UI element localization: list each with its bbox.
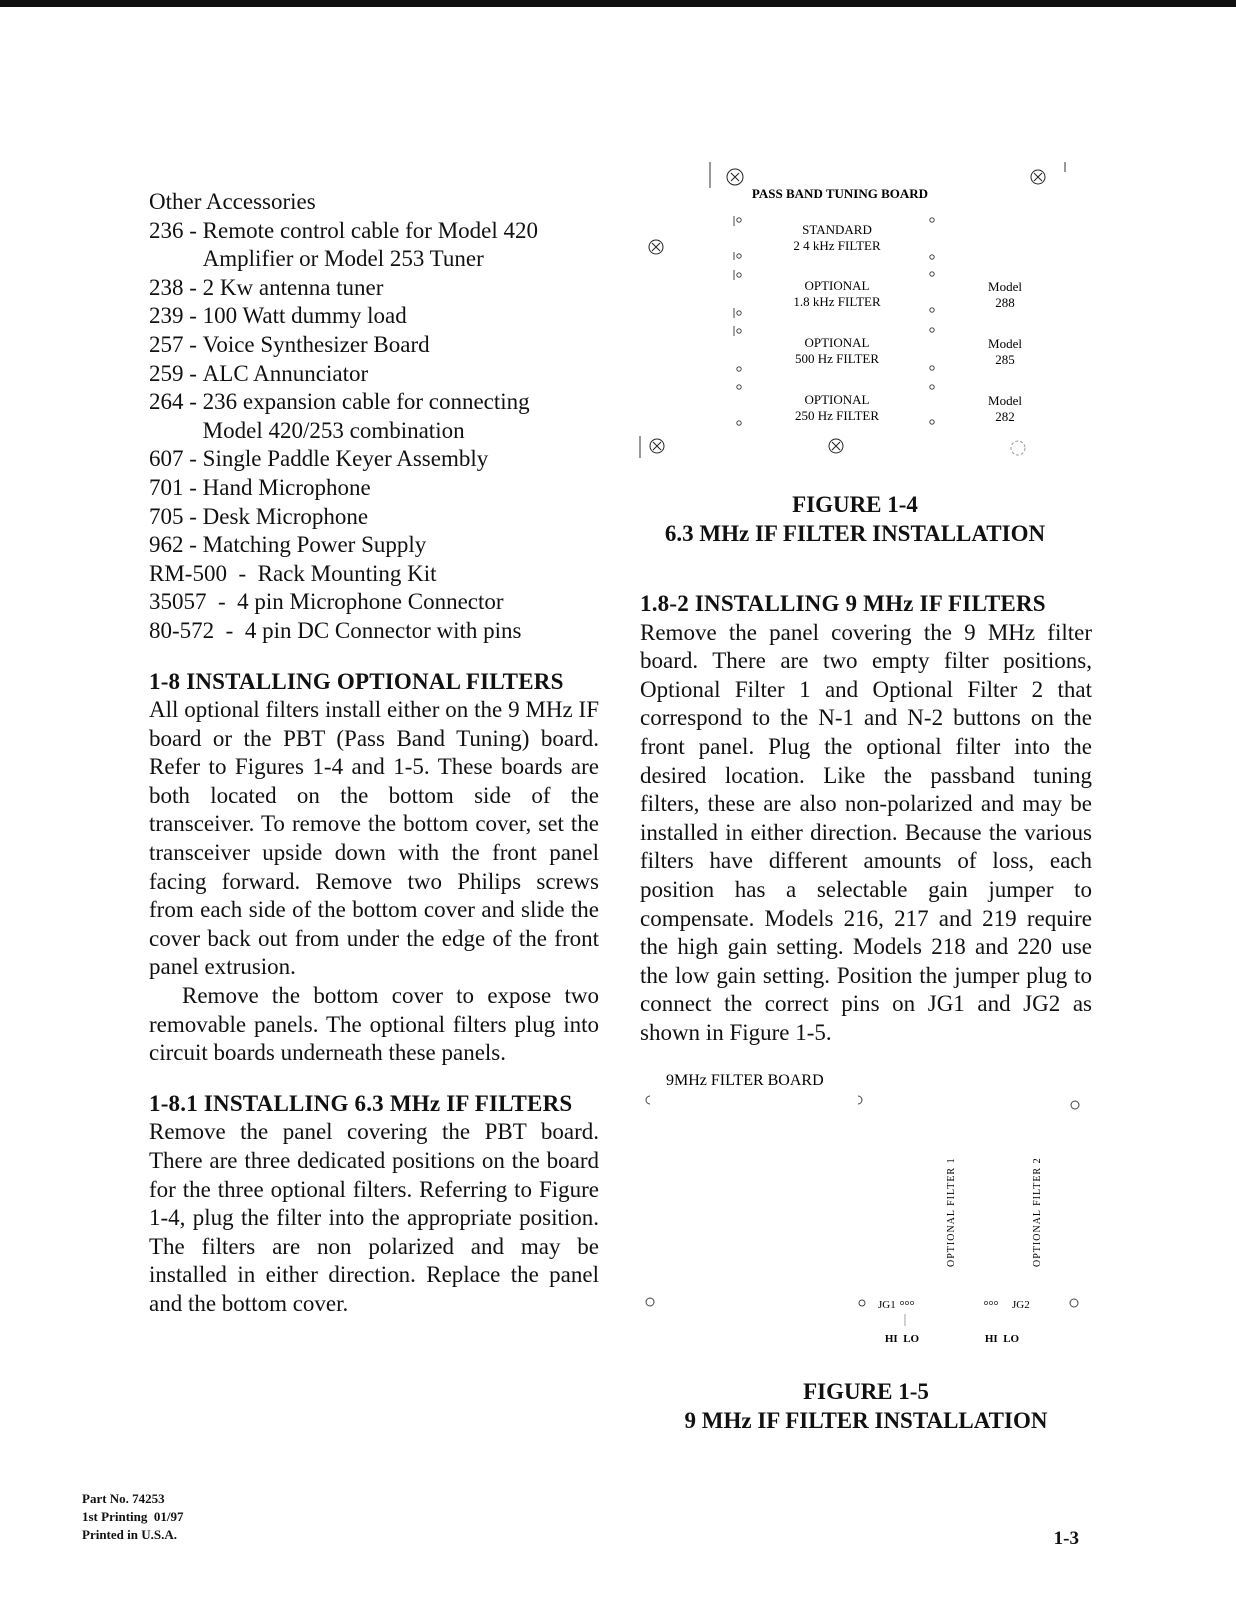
accessory-description-line: 2 Kw antenna tuner	[202, 274, 384, 300]
screw-icon	[649, 240, 663, 254]
accessory-item	[149, 331, 599, 360]
accessory-dash: -	[183, 331, 203, 357]
section-1-8-paragraph-1: All optional filters install either on the 9 MHz IF board or the PBT (Pass Band Tuning) board. Refer to Figures 1-4 and 1-5. These boards are both located on the bottom side of the transceiver. To remove the bottom cover, set the transceiver upside down with the front panel facing forward. Remove two Philips screws from each side of the bottom cover and slide the cover back out from under the edge of the front panel extrusion.	[149, 697, 599, 980]
jg2-label: JG2	[1012, 1299, 1030, 1311]
accessory-item	[149, 217, 599, 274]
accessory-code: 236	[149, 217, 184, 243]
9mhz-board-title: 9MHz FILTER BOARD	[666, 1072, 824, 1089]
accessory-code: 962	[149, 532, 184, 558]
accessory-description-line: Hand Microphone	[202, 474, 371, 500]
svg-text:288: 288	[995, 295, 1015, 310]
jg1-label: JG1	[878, 1299, 896, 1311]
accessory-description-line: Remote control cable for Model 420	[202, 217, 538, 243]
accessory-code: 257	[149, 331, 184, 357]
accessory-code: 80-572	[149, 617, 215, 643]
footer-printing: 1st Printing 01/97	[82, 1509, 184, 1524]
scan-top-border	[0, 0, 1236, 7]
accessory-description-line: ALC Annunciator	[202, 360, 369, 386]
svg-text:285: 285	[995, 352, 1015, 367]
accessory-description-line: Model 420/253 combination	[202, 417, 465, 443]
optional-filter-1-label: OPTIONAL FILTER 1	[946, 1157, 957, 1267]
accessory-description	[203, 445, 599, 474]
accessory-dash: -	[206, 589, 238, 615]
accessory-description-line: 4 pin DC Connector with pins	[244, 617, 522, 643]
screw-icon	[1031, 170, 1045, 184]
section-1-8-2-paragraph: Remove the panel covering the 9 MHz filter board. There are two empty filter positions, Optional Filter 1 and Optional Filter 2 that correspond to the N-1 and N-2 buttons on the front panel. Plug the optional filter into the desired location. Like the passband tuning filters, these are also non-polarized and may be installed in either direction. Because the various filters have different amounts of loss, each position has a selectable gain jumper to compensate. Models 216, 217 and 219 require the high gain setting. Models 218 and 220 use the low gain setting. Position the jumper plug to connect the correct pins on JG1 and JG2 as shown in Figure 1-5.	[640, 619, 1092, 1045]
section-1-8-1-heading: 1-8.1 INSTALLING 6.3 MHz IF FILTERS	[149, 1090, 573, 1116]
accessory-description	[203, 503, 599, 532]
accessory-dash: -	[183, 446, 203, 472]
section-1-8-heading: 1-8 INSTALLING OPTIONAL FILTERS	[149, 668, 564, 694]
accessory-code: 264	[149, 389, 184, 415]
accessory-description-line: Rack Mounting Kit	[257, 560, 437, 586]
accessory-item	[149, 388, 599, 445]
jg2-hi-lo-label: HI LO	[984, 1333, 1020, 1345]
accessories-list	[149, 217, 599, 646]
accessory-description	[203, 360, 599, 389]
mounting-hole-icon	[1071, 1101, 1079, 1109]
pbt-filter-2-line1: OPTIONAL	[804, 278, 870, 293]
screw-icon	[727, 169, 743, 185]
screw-icon	[829, 439, 843, 453]
accessory-dash: -	[183, 303, 203, 329]
accessory-code: 259	[149, 360, 184, 386]
accessory-item	[149, 588, 599, 617]
accessory-description-line: 4 pin Microphone Connector	[237, 589, 504, 615]
accessory-code: 705	[149, 503, 184, 529]
accessory-description	[203, 274, 599, 303]
left-column	[149, 188, 599, 1319]
accessory-description	[237, 588, 599, 617]
figure-1-5-subtitle: 9 MHz IF FILTER INSTALLATION	[684, 1408, 1048, 1433]
accessory-item	[149, 560, 599, 589]
pbt-filter-4-line2: 250 Hz FILTER	[794, 408, 880, 423]
accessory-code: 35057	[149, 589, 207, 615]
optional-filter-2-label: OPTIONAL FILTER 2	[1032, 1157, 1043, 1267]
accessory-item	[149, 531, 599, 560]
accessory-description	[203, 531, 599, 560]
footer-print-info	[82, 1490, 183, 1544]
page-number: 1-3	[1053, 1528, 1079, 1549]
accessory-description-line: Matching Power Supply	[202, 532, 427, 558]
pbt-board-title: PASS BAND TUNING BOARD	[751, 186, 929, 201]
svg-text:Model: Model	[988, 393, 1022, 408]
svg-text:Model: Model	[988, 279, 1022, 294]
figure-1-4-pbt-board	[640, 160, 1070, 480]
accessory-dash: -	[183, 274, 203, 300]
svg-text:282: 282	[995, 409, 1015, 424]
accessory-item	[149, 503, 599, 532]
accessory-dash: -	[183, 532, 203, 558]
accessory-dash: -	[226, 560, 258, 586]
accessory-dash: -	[183, 389, 203, 415]
right-column	[640, 590, 1092, 1048]
screw-icon	[650, 439, 664, 453]
section-1-8-paragraph-2: Remove the bottom cover to expose two removable panels. The optional filters plug into circuit boards underneath these panels.	[149, 983, 599, 1066]
pbt-model-288	[988, 279, 1022, 310]
accessory-description-line: 236 expansion cable for connecting	[202, 389, 530, 415]
section-1-8-2-heading: 1.8-2 INSTALLING 9 MHz IF FILTERS	[640, 591, 1046, 616]
screw-icon	[1011, 441, 1025, 455]
accessory-code: RM-500	[149, 560, 227, 586]
figure-1-5-caption	[640, 1377, 1092, 1435]
pbt-filter-4-line1: OPTIONAL	[804, 392, 870, 407]
accessory-dash: -	[214, 617, 245, 643]
accessory-description-line: Desk Microphone	[202, 503, 369, 529]
accessory-description-line: Amplifier or Model 253 Tuner	[202, 246, 484, 272]
pbt-filter-3-line1: OPTIONAL	[804, 335, 870, 350]
section-1-8-1-paragraph: Remove the panel covering the PBT board. There are three dedicated positions on the board for the three optional filters. Referring to Figure 1-4, plug the filter into the appropriate position. The filters are non polarized and may be installed in either direction. Replace the panel and the bottom cover.	[149, 1119, 599, 1316]
accessory-description-line: 100 Watt dummy load	[202, 303, 407, 329]
mounting-hole-icon	[1070, 1299, 1078, 1307]
footer-part-number: Part No. 74253	[82, 1491, 165, 1506]
figure-1-4-title: FIGURE 1-4	[792, 492, 918, 517]
svg-text:Model: Model	[988, 336, 1022, 351]
figure-1-5-9mhz-board	[640, 1060, 1100, 1350]
figure-1-4-subtitle: 6.3 MHz IF FILTER INSTALLATION	[664, 521, 1046, 546]
accessory-description	[203, 474, 599, 503]
accessories-title: Other Accessories	[149, 189, 316, 214]
mounting-hole-icon	[646, 1298, 654, 1306]
pbt-filter-1-line2: 2 4 kHz FILTER	[793, 238, 881, 253]
accessory-code: 238	[149, 274, 184, 300]
accessory-item	[149, 617, 599, 646]
accessory-description	[203, 217, 599, 274]
accessory-dash: -	[183, 474, 203, 500]
accessory-description	[203, 388, 599, 445]
footer-printed-in: Printed in U.S.A.	[82, 1527, 177, 1542]
pbt-filter-1-line1: STANDARD	[802, 222, 872, 237]
pbt-model-282	[988, 393, 1022, 424]
figure-1-5-title: FIGURE 1-5	[803, 1379, 929, 1404]
accessory-description-line: Voice Synthesizer Board	[202, 331, 430, 357]
accessory-item	[149, 360, 599, 389]
accessory-dash: -	[183, 360, 203, 386]
figure-1-4-caption	[640, 490, 1070, 548]
mounting-hole-icon	[858, 1096, 862, 1104]
accessory-description	[258, 560, 599, 589]
accessory-code: 607	[149, 446, 184, 472]
mounting-hole-icon	[646, 1096, 650, 1104]
accessory-description-line: Single Paddle Keyer Assembly	[202, 446, 489, 472]
accessory-item	[149, 274, 599, 303]
accessory-item	[149, 445, 599, 474]
pbt-filter-3-line2: 500 Hz FILTER	[794, 351, 880, 366]
accessory-description	[245, 617, 599, 646]
mounting-hole-icon	[859, 1300, 865, 1306]
accessory-item	[149, 302, 599, 331]
accessory-code: 239	[149, 303, 184, 329]
accessory-description	[203, 302, 599, 331]
accessory-dash: -	[183, 217, 203, 243]
jg1-hi-lo-label: HI LO	[884, 1333, 920, 1345]
accessory-dash: -	[183, 503, 203, 529]
accessory-description	[203, 331, 599, 360]
accessory-item	[149, 474, 599, 503]
accessory-code: 701	[149, 474, 184, 500]
pbt-filter-2-line2: 1.8 kHz FILTER	[793, 294, 881, 309]
pbt-model-285	[988, 336, 1022, 367]
